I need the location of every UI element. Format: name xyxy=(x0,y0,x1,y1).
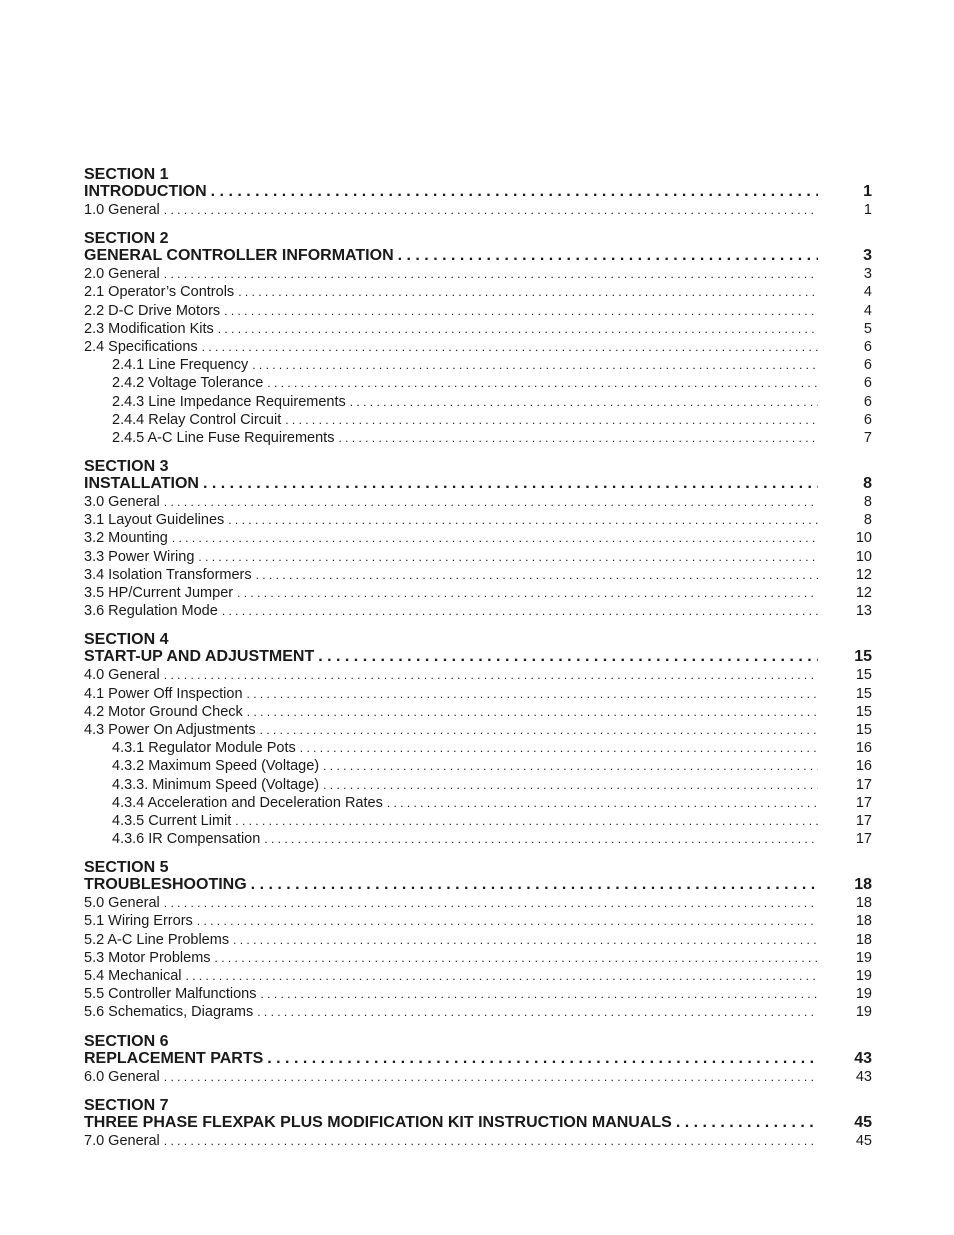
page-number: 5 xyxy=(863,320,872,337)
page-number: 17 xyxy=(855,794,872,811)
dot-leader xyxy=(164,493,818,511)
dot-leader xyxy=(247,685,818,703)
toc-subentry[interactable] xyxy=(84,830,872,848)
dot-leader xyxy=(203,475,818,493)
dot-leader xyxy=(224,302,818,320)
section-title-row[interactable] xyxy=(84,247,872,265)
section-title: TROUBLESHOOTING xyxy=(84,876,247,894)
dot-leader xyxy=(285,411,818,429)
section-3 xyxy=(84,458,872,620)
page-number: 12 xyxy=(855,585,872,601)
dot-leader xyxy=(257,1003,818,1021)
dot-leader xyxy=(237,584,818,602)
entry-title: 3.1 Layout Guidelines xyxy=(84,512,225,529)
page-number: 16 xyxy=(855,758,872,775)
dot-leader xyxy=(267,374,818,392)
dot-leader xyxy=(211,183,818,201)
section-label: SECTION 1 xyxy=(84,166,169,183)
toc-entry[interactable] xyxy=(84,602,872,620)
table-of-contents xyxy=(84,166,872,1161)
dot-leader xyxy=(164,666,818,684)
page-number: 43 xyxy=(854,1049,872,1067)
toc-entry[interactable] xyxy=(84,967,872,985)
toc-entry[interactable] xyxy=(84,666,872,684)
entry-title: 7.0 General xyxy=(84,1132,160,1149)
toc-entry[interactable] xyxy=(84,912,872,930)
toc-entry[interactable] xyxy=(84,685,872,703)
dot-leader xyxy=(338,429,818,447)
toc-subentry[interactable] xyxy=(84,411,872,429)
toc-entry[interactable] xyxy=(84,721,872,739)
entry-title: 2.4.5 A-C Line Fuse Requirements xyxy=(112,429,335,446)
toc-entry[interactable] xyxy=(84,511,872,529)
entry-title: 2.4.4 Relay Control Circuit xyxy=(112,411,282,428)
entry-title: 2.0 General xyxy=(84,266,160,283)
entry-title: 5.5 Controller Malfunctions xyxy=(84,986,257,1003)
dot-leader xyxy=(218,320,818,338)
dot-leader xyxy=(323,757,818,775)
toc-entry[interactable] xyxy=(84,201,872,219)
page-number: 3 xyxy=(863,266,872,283)
entry-title: 4.1 Power Off Inspection xyxy=(84,685,243,702)
toc-entry[interactable] xyxy=(84,283,872,301)
section-title-row[interactable] xyxy=(84,1050,872,1068)
entry-title: 3.0 General xyxy=(84,494,160,511)
entry-title: 5.6 Schematics, Diagrams xyxy=(84,1004,254,1021)
section-title: REPLACEMENT PARTS xyxy=(84,1049,264,1067)
section-label: SECTION 6 xyxy=(84,1032,169,1050)
page-number: 45 xyxy=(854,1113,872,1131)
page-number: 3 xyxy=(863,247,872,265)
page-number: 8 xyxy=(863,512,872,529)
page-number: 6 xyxy=(863,393,872,410)
dot-leader xyxy=(251,876,818,894)
dot-leader xyxy=(387,794,818,812)
toc-subentry[interactable] xyxy=(84,812,872,830)
entry-title: 4.3.2 Maximum Speed (Voltage) xyxy=(112,758,320,775)
dot-leader xyxy=(323,776,818,794)
dot-leader xyxy=(256,566,818,584)
entry-title: 5.2 A-C Line Problems xyxy=(84,931,230,948)
section-title-row[interactable] xyxy=(84,475,872,493)
dot-leader xyxy=(233,931,818,949)
dot-leader xyxy=(318,648,818,666)
toc-entry[interactable] xyxy=(84,931,872,949)
section-2 xyxy=(84,230,872,447)
section-title: THREE PHASE FLEXPAK PLUS MODIFICATION KIT INSTRUCTION MANUALS xyxy=(84,1113,672,1131)
section-label: SECTION 2 xyxy=(84,230,169,248)
toc-entry[interactable] xyxy=(84,949,872,967)
page-number: 6 xyxy=(863,357,872,374)
page-number: 19 xyxy=(855,986,872,1003)
entry-title: 2.3 Modification Kits xyxy=(84,320,214,337)
entry-title: 4.3.3. Minimum Speed (Voltage) xyxy=(112,776,320,793)
section-title: INSTALLATION xyxy=(84,475,199,493)
toc-entry[interactable] xyxy=(84,1068,872,1086)
dot-leader xyxy=(164,1132,818,1150)
page-number: 1 xyxy=(863,202,872,218)
entry-title: 2.1 Operator’s Controls xyxy=(84,284,235,301)
page-number: 1 xyxy=(863,183,872,200)
entry-title: 1.0 General xyxy=(84,202,160,218)
toc-entry[interactable] xyxy=(84,1132,872,1150)
page-number: 7 xyxy=(863,429,872,446)
dot-leader xyxy=(247,703,818,721)
toc-subentry[interactable] xyxy=(84,794,872,812)
toc-subentry[interactable] xyxy=(84,374,872,392)
entry-title: 3.4 Isolation Transformers xyxy=(84,566,252,583)
dot-leader xyxy=(197,912,818,930)
dot-leader xyxy=(202,338,818,356)
entry-title: 4.3.6 IR Compensation xyxy=(112,831,261,848)
page-number: 8 xyxy=(863,494,872,511)
dot-leader xyxy=(186,967,818,985)
page-number: 18 xyxy=(854,876,872,894)
section-title-row[interactable] xyxy=(84,183,872,201)
entry-title: 2.4 Specifications xyxy=(84,338,198,355)
page-number: 13 xyxy=(855,603,872,620)
dot-leader xyxy=(300,739,818,757)
entry-title: 2.4.2 Voltage Tolerance xyxy=(112,375,264,392)
section-title: INTRODUCTION xyxy=(84,183,207,200)
dot-leader xyxy=(228,511,818,529)
section-label: SECTION 5 xyxy=(84,859,169,877)
page-number: 4 xyxy=(863,302,872,319)
page-number: 10 xyxy=(855,530,872,547)
page-number: 17 xyxy=(855,831,872,848)
section-4 xyxy=(84,631,872,848)
toc-entry[interactable] xyxy=(84,302,872,320)
toc-entry[interactable] xyxy=(84,548,872,566)
section-label: SECTION 7 xyxy=(84,1096,169,1114)
page-number: 18 xyxy=(855,913,872,930)
page-number: 6 xyxy=(863,338,872,355)
page-number: 43 xyxy=(855,1068,872,1085)
toc-entry[interactable] xyxy=(84,493,872,511)
entry-title: 4.3.1 Regulator Module Pots xyxy=(112,740,296,757)
page-number: 15 xyxy=(855,703,872,720)
dot-leader xyxy=(164,894,818,912)
page-number: 15 xyxy=(855,667,872,684)
dot-leader xyxy=(252,356,818,374)
page-number: 19 xyxy=(855,968,872,984)
toc-entry[interactable] xyxy=(84,584,872,602)
page-number: 6 xyxy=(863,411,872,428)
dot-leader xyxy=(264,830,818,848)
dot-leader xyxy=(235,812,818,830)
dot-leader xyxy=(676,1114,818,1132)
page-number: 19 xyxy=(855,1004,872,1021)
entry-title: 4.2 Motor Ground Check xyxy=(84,703,243,720)
entry-title: 5.4 Mechanical xyxy=(84,968,182,984)
entry-title: 4.0 General xyxy=(84,667,160,684)
dot-leader xyxy=(164,1068,818,1086)
section-title: GENERAL CONTROLLER INFORMATION xyxy=(84,247,394,265)
toc-entry[interactable] xyxy=(84,703,872,721)
dot-leader xyxy=(260,985,818,1003)
entry-title: 4.3 Power On Adjustments xyxy=(84,721,256,738)
entry-title: 3.5 HP/Current Jumper xyxy=(84,585,234,601)
toc-subentry[interactable] xyxy=(84,356,872,374)
toc-entry[interactable] xyxy=(84,566,872,584)
entry-title: 5.0 General xyxy=(84,895,160,912)
page-number: 15 xyxy=(855,721,872,738)
entry-title: 5.3 Motor Problems xyxy=(84,949,211,966)
toc-entry[interactable] xyxy=(84,320,872,338)
page-number: 17 xyxy=(855,812,872,829)
page-number: 45 xyxy=(855,1132,872,1149)
section-label: SECTION 4 xyxy=(84,631,169,649)
dot-leader xyxy=(215,949,818,967)
entry-title: 3.2 Mounting xyxy=(84,530,168,547)
entry-title: 4.3.5 Current Limit xyxy=(112,812,232,829)
section-label: SECTION 3 xyxy=(84,458,169,476)
entry-title: 6.0 General xyxy=(84,1068,160,1085)
dot-leader xyxy=(238,283,818,301)
page-number: 10 xyxy=(855,548,872,565)
page-number: 18 xyxy=(855,931,872,948)
page-number: 19 xyxy=(855,949,872,966)
toc-subentry[interactable] xyxy=(84,776,872,794)
page-number: 6 xyxy=(863,375,872,392)
entry-title: 2.2 D-C Drive Motors xyxy=(84,302,221,319)
toc-entry[interactable] xyxy=(84,338,872,356)
section-1 xyxy=(84,166,872,219)
section-6 xyxy=(84,1033,872,1086)
toc-subentry[interactable] xyxy=(84,739,872,757)
dot-leader xyxy=(164,201,818,219)
toc-subentry[interactable] xyxy=(84,429,872,447)
section-5 xyxy=(84,859,872,1021)
page-number: 18 xyxy=(855,895,872,912)
page-number: 17 xyxy=(855,776,872,793)
toc-entry[interactable] xyxy=(84,985,872,1003)
dot-leader xyxy=(222,602,818,620)
entry-title: 4.3.4 Acceleration and Deceleration Rates xyxy=(112,794,383,811)
entry-title: 3.3 Power Wiring xyxy=(84,548,195,565)
toc-subentry[interactable] xyxy=(84,757,872,775)
page-number: 8 xyxy=(863,475,872,493)
dot-leader xyxy=(198,548,818,566)
toc-entry[interactable] xyxy=(84,529,872,547)
page-number: 15 xyxy=(855,685,872,702)
page-number: 12 xyxy=(855,566,872,583)
section-title-row[interactable] xyxy=(84,1114,872,1132)
section-title-row[interactable] xyxy=(84,876,872,894)
toc-entry[interactable] xyxy=(84,1003,872,1021)
page-number: 15 xyxy=(854,648,872,666)
toc-entry[interactable] xyxy=(84,265,872,283)
page-number: 16 xyxy=(855,740,872,757)
dot-leader xyxy=(267,1050,818,1068)
entry-title: 2.4.1 Line Frequency xyxy=(112,357,249,374)
dot-leader xyxy=(350,393,818,411)
section-7 xyxy=(84,1097,872,1150)
dot-leader xyxy=(398,247,818,265)
dot-leader xyxy=(172,529,818,547)
toc-subentry[interactable] xyxy=(84,393,872,411)
dot-leader xyxy=(164,265,818,283)
section-title: START-UP AND ADJUSTMENT xyxy=(84,648,315,666)
section-title-row[interactable] xyxy=(84,648,872,666)
entry-title: 3.6 Regulation Mode xyxy=(84,603,218,620)
entry-title: 5.1 Wiring Errors xyxy=(84,913,193,930)
dot-leader xyxy=(260,721,818,739)
page-number: 4 xyxy=(863,284,872,301)
entry-title: 2.4.3 Line Impedance Requirements xyxy=(112,393,346,410)
toc-entry[interactable] xyxy=(84,894,872,912)
